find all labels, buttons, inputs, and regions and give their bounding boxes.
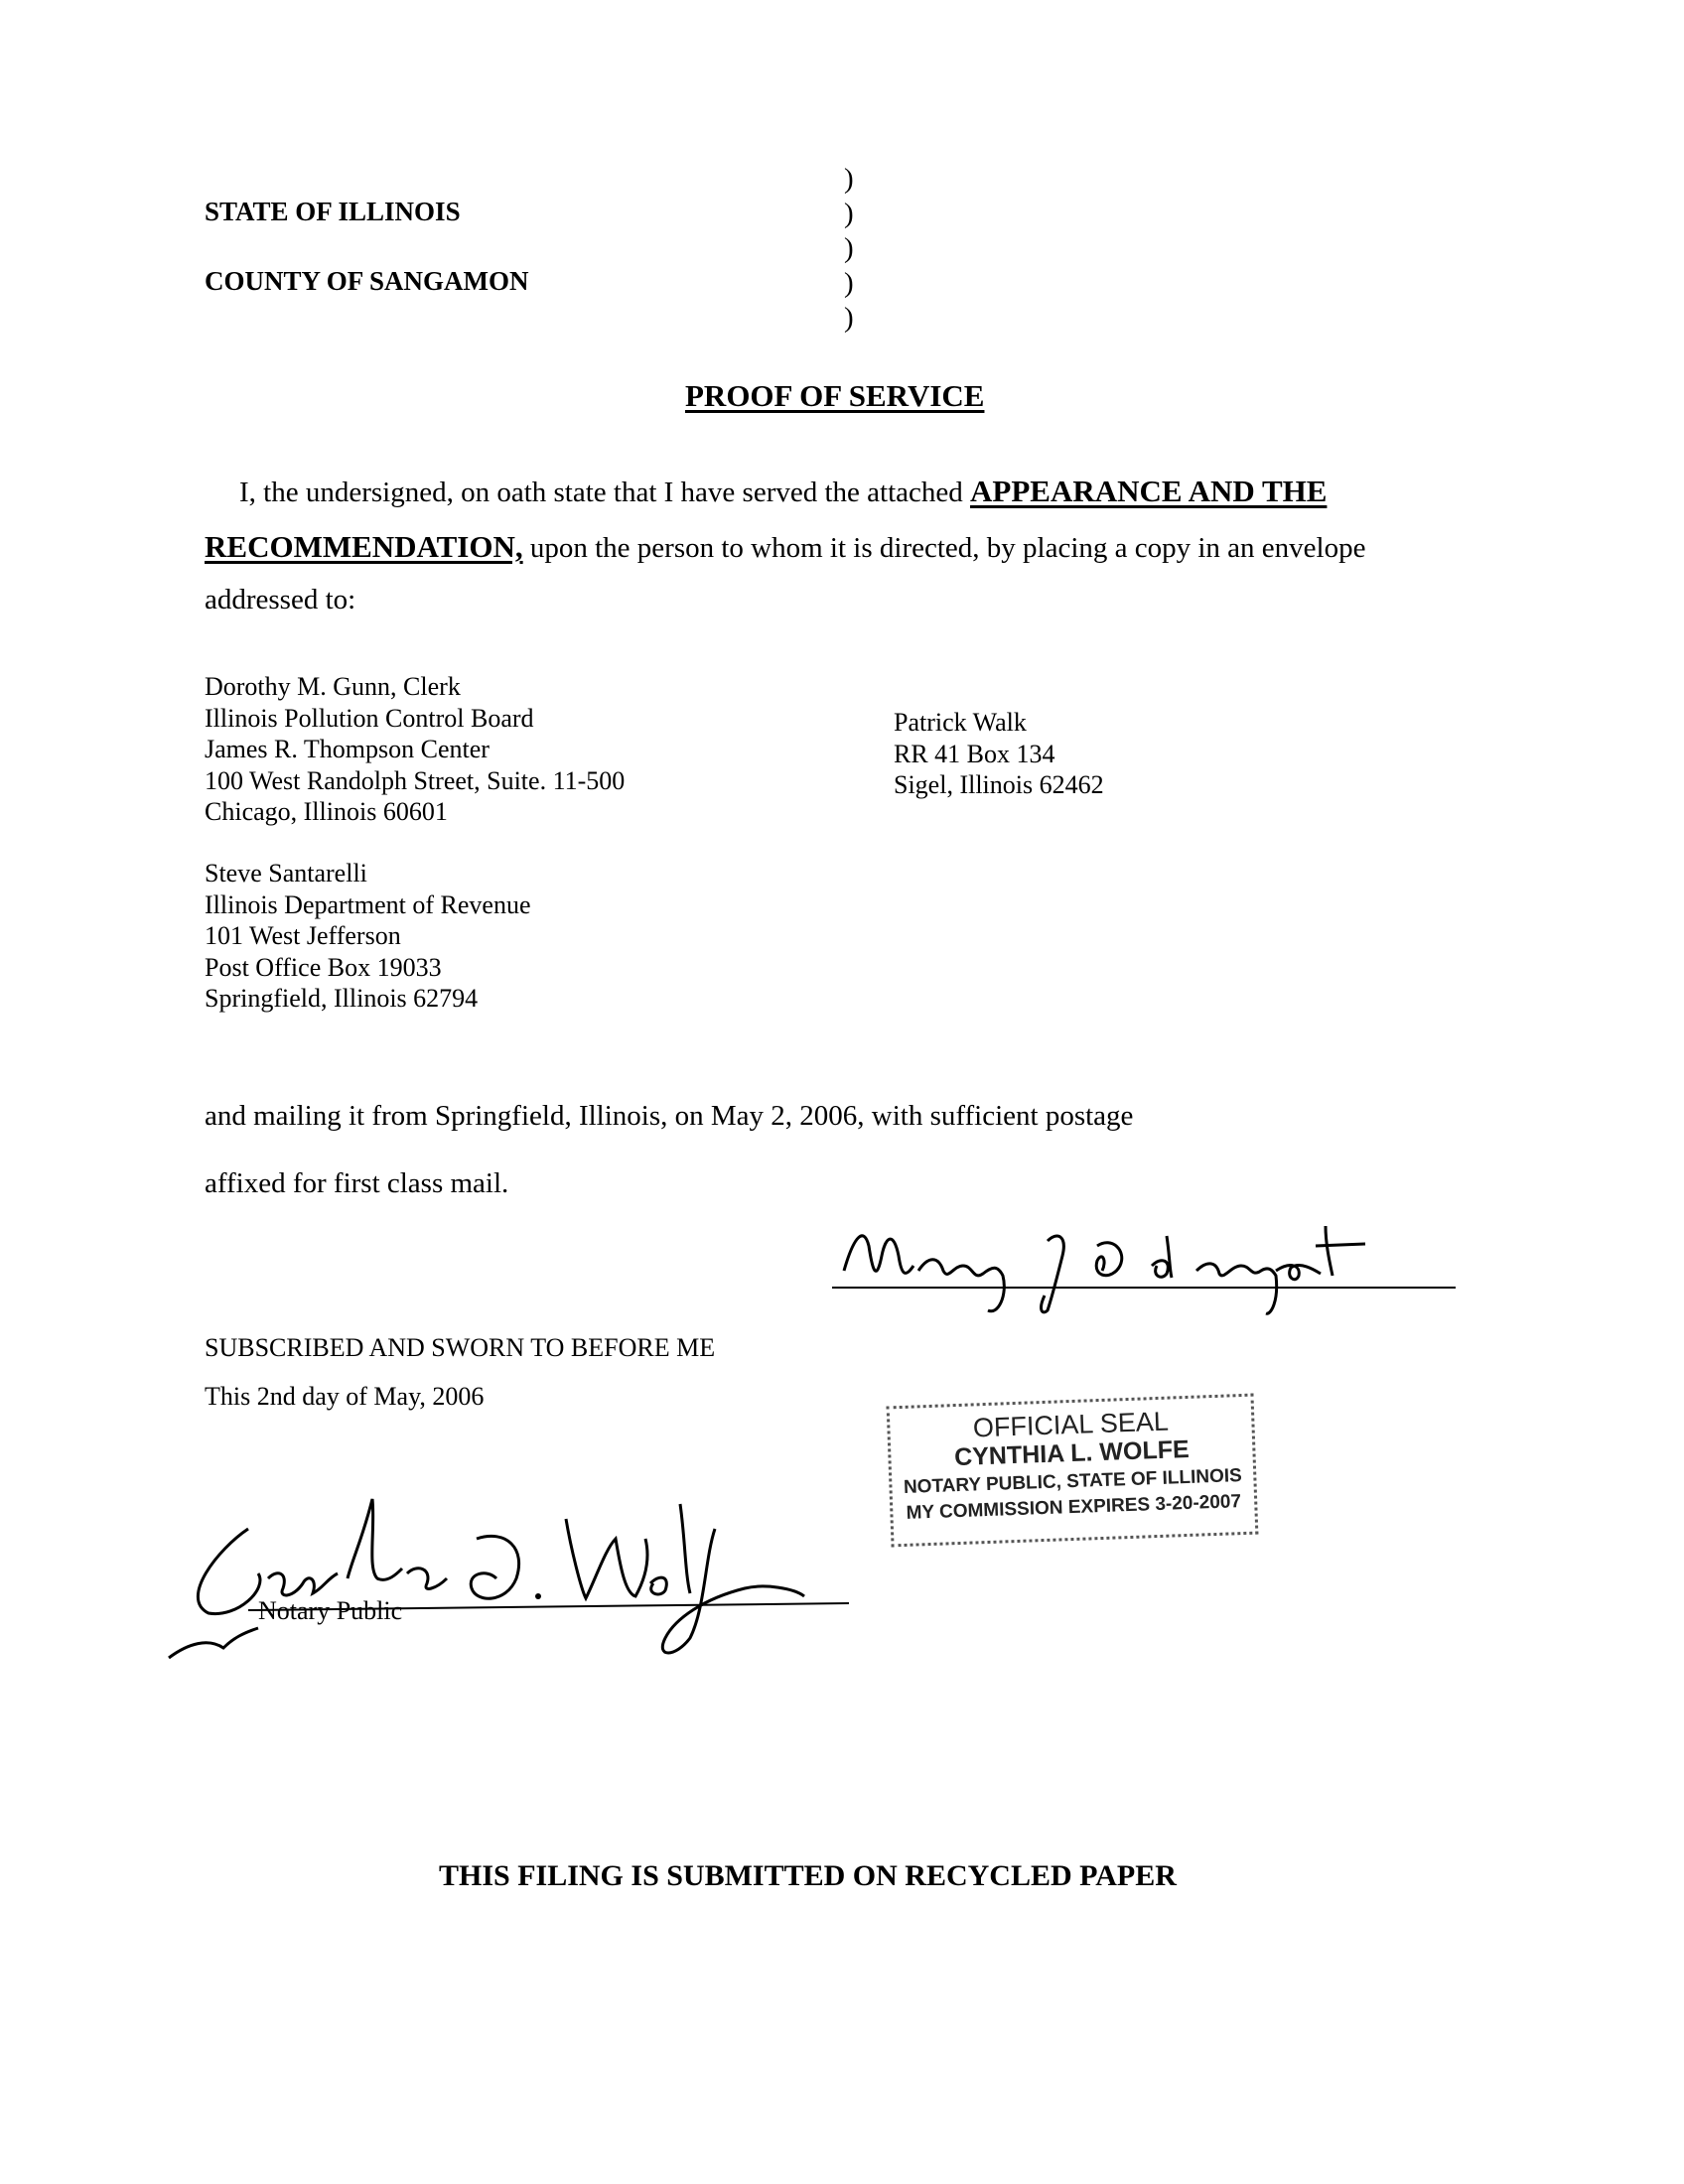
address-line: Dorothy M. Gunn, Clerk bbox=[205, 672, 461, 701]
address-line: Sigel, Illinois 62462 bbox=[894, 770, 1104, 799]
served-documents: APPEARANCE AND THE bbox=[970, 474, 1328, 508]
paren: ) bbox=[844, 302, 854, 334]
official-seal-stamp bbox=[887, 1394, 1259, 1548]
paren: ) bbox=[844, 198, 854, 229]
paren: ) bbox=[844, 267, 854, 299]
caption-state: STATE OF ILLINOIS bbox=[205, 197, 461, 226]
address-line: Springfield, Illinois 62794 bbox=[205, 984, 479, 1013]
paren: ) bbox=[844, 232, 854, 264]
notary-public-label: Notary Public bbox=[258, 1596, 403, 1625]
notary-signature bbox=[149, 1479, 864, 1668]
address-line: Patrick Walk bbox=[894, 708, 1027, 737]
intro-line-1 bbox=[239, 474, 1327, 509]
jurat-line-1: SUBSCRIBED AND SWORN TO BEFORE ME bbox=[205, 1333, 716, 1362]
address-line: 100 West Randolph Street, Suite. 11-500 bbox=[205, 765, 626, 795]
mailing-line-1: and mailing it from Springfield, Illinois, on May 2, 2006, with sufficient postage bbox=[205, 1100, 1134, 1132]
served-documents-cont: RECOMMENDATION, bbox=[205, 529, 523, 564]
address-line: 101 West Jefferson bbox=[205, 921, 401, 950]
address-line: Steve Santarelli bbox=[205, 859, 367, 887]
seal-line-3: NOTARY PUBLIC, STATE OF ILLINOIS bbox=[903, 1465, 1243, 1498]
address-block-santarelli bbox=[205, 858, 531, 1015]
caption-county: COUNTY OF SANGAMON bbox=[205, 266, 529, 296]
address-block-gunn bbox=[205, 671, 625, 828]
signer-signature bbox=[824, 1216, 1460, 1325]
recycled-paper-footer: THIS FILING IS SUBMITTED ON RECYCLED PAPER bbox=[439, 1859, 1177, 1892]
address-line: RR 41 Box 134 bbox=[894, 739, 1055, 768]
address-line: Illinois Pollution Control Board bbox=[205, 703, 534, 733]
address-line: Chicago, Illinois 60601 bbox=[205, 797, 448, 826]
caption-parentheses bbox=[844, 162, 854, 336]
intro-line-2 bbox=[205, 529, 1365, 565]
seal-line-1: OFFICIAL SEAL bbox=[972, 1406, 1170, 1443]
jurat-line-2: This 2nd day of May, 2006 bbox=[205, 1382, 485, 1411]
paren: ) bbox=[844, 163, 854, 195]
mailing-line-2: affixed for first class mail. bbox=[205, 1167, 509, 1199]
address-line: Illinois Department of Revenue bbox=[205, 889, 531, 919]
seal-line-4: MY COMMISSION EXPIRES 3-20-2007 bbox=[906, 1491, 1242, 1524]
address-block-walk bbox=[894, 707, 1104, 801]
document-title: PROOF OF SERVICE bbox=[685, 378, 985, 413]
address-line: Post Office Box 19033 bbox=[205, 952, 442, 982]
intro-text-cont: upon the person to whom it is directed, by placing a copy in an envelope bbox=[522, 532, 1366, 564]
seal-line-2: CYNTHIA L. WOLFE bbox=[953, 1434, 1191, 1472]
intro-line-3: addressed to: bbox=[205, 584, 356, 615]
address-line: James R. Thompson Center bbox=[205, 735, 490, 763]
intro-text: I, the undersigned, on oath state that I have served the attached bbox=[239, 477, 971, 508]
